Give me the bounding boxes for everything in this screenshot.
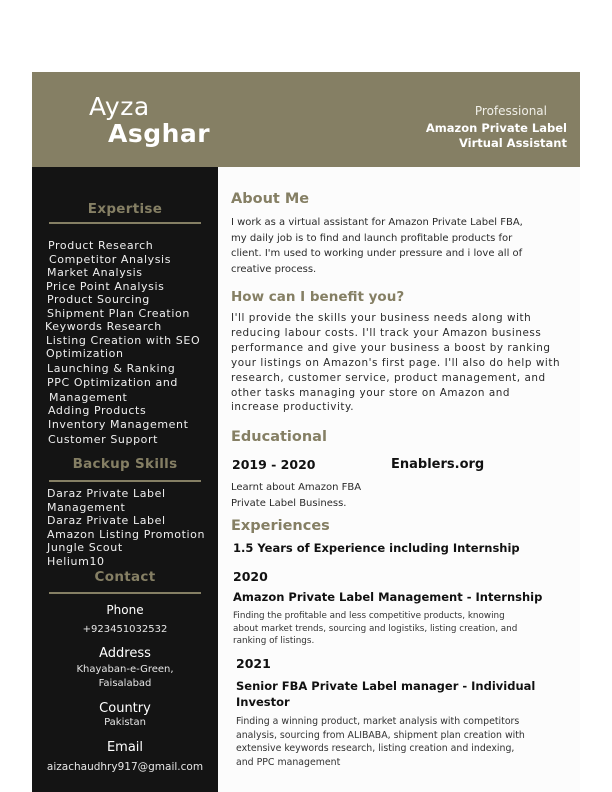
last-name: Asghar	[108, 119, 211, 148]
benefit-text	[231, 311, 560, 415]
experience-summary: 1.5 Years of Experience including Internship	[233, 541, 520, 555]
backup-skills-heading: Backup Skills	[72, 456, 178, 472]
phone-value[interactable]: +923451032532	[82, 624, 168, 635]
job-description	[236, 715, 525, 769]
job-desc-line: Finding a winning product, market analysis with competitors	[236, 716, 520, 727]
job-title: Senior FBA Private Label manager - Individual	[236, 679, 536, 693]
first-name: Ayza	[89, 92, 150, 121]
address-label: Address	[99, 646, 151, 661]
education-heading: Educational	[231, 429, 327, 445]
education-desc	[231, 480, 361, 511]
education-institution: Enablers.org	[391, 457, 485, 472]
expertise-heading: Expertise	[87, 201, 163, 217]
job-desc-line: about market trends, sourcing and logistiks, listing creation, and	[233, 623, 518, 634]
backup-skills-list	[47, 487, 205, 568]
country-label: Country	[99, 701, 151, 716]
experience-heading: Experiences	[231, 518, 330, 534]
benefit-line: reducing labour costs. I'll track your Amazon business	[231, 326, 542, 339]
expertise-item: Customer Support	[48, 433, 159, 446]
education-desc-line: Private Label Business.	[231, 497, 347, 509]
expertise-item: Launching & Ranking	[47, 361, 176, 375]
title-line-2: Virtual Assistant	[458, 136, 567, 150]
about-line: my daily job is to find and launch profitable products for	[231, 232, 513, 244]
about-heading: About Me	[231, 191, 310, 207]
header-band	[32, 72, 580, 167]
job-desc-line: Finding the profitable and less competitive products, knowing	[233, 611, 505, 621]
backup-skill-item: Management	[47, 500, 126, 514]
expertise-item: Price Point Analysis	[46, 279, 165, 293]
expertise-divider	[49, 222, 201, 224]
job-desc-line: ranking of listings.	[233, 636, 315, 646]
education-desc-line: Learnt about Amazon FBA	[231, 482, 362, 493]
job-description	[233, 610, 517, 648]
job-year: 2021	[236, 656, 271, 671]
benefit-line: I'll provide the skills your business needs along with	[231, 312, 532, 324]
about-line: creative process.	[231, 263, 317, 275]
job-desc-line: analysis, sourcing from ALIBABA, shipment plan creation with	[236, 729, 525, 741]
expertise-item: Keywords Research	[45, 320, 162, 333]
expertise-list	[47, 239, 200, 447]
backup-skill-item: Jungle Scout	[47, 541, 123, 554]
about-line: I work as a virtual assistant for Amazon Private Label FBA,	[231, 217, 523, 228]
backup-skill-item: Amazon Listing Promotion	[47, 527, 206, 541]
expertise-item: Optimization	[46, 347, 124, 360]
job-year: 2020	[233, 569, 268, 584]
address-line-2: Faisalabad	[98, 678, 152, 689]
expertise-item: Product Research	[48, 239, 154, 252]
title-line-1: Amazon Private Label	[425, 121, 567, 135]
phone-label: Phone	[106, 603, 144, 617]
backup-skill-item: Daraz Private Label	[47, 487, 166, 500]
contact-heading: Contact	[94, 569, 156, 585]
expertise-item: Adding Products	[48, 404, 147, 417]
expertise-item: Competitor Analysis	[49, 252, 172, 266]
email-label: Email	[106, 740, 144, 755]
backup-skill-item: Daraz Private Label	[47, 514, 166, 527]
benefit-line: research, customer service, product management, and	[231, 371, 546, 384]
about-line: client. I'm used to working under pressure and i love all of	[231, 248, 523, 259]
benefit-heading: How can I benefit you?	[231, 289, 405, 305]
benefit-line: other tasks managing your store on Amazon and	[231, 386, 511, 399]
email-value[interactable]: aizachaudhry917@gmail.com	[46, 761, 204, 773]
education-years: 2019 - 2020	[232, 457, 316, 472]
expertise-item: Shipment Plan Creation	[47, 306, 190, 320]
backup-skills-divider	[49, 480, 201, 482]
country-value: Pakistan	[104, 717, 146, 728]
backup-skill-item: Helium10	[47, 554, 105, 568]
expertise-item: Market Analysis	[47, 266, 143, 279]
expertise-item: PPC Optimization and	[47, 376, 179, 389]
expertise-item: Management	[49, 390, 128, 404]
job-desc-line: and PPC management	[236, 756, 341, 768]
benefit-line: increase productivity.	[231, 401, 355, 414]
expertise-item: Inventory Management	[48, 417, 189, 431]
job-desc-line: extensive keywords research, listing creation and indexing,	[236, 743, 515, 754]
benefit-line: your listings on Amazon's first page. I'll also do help with	[231, 356, 561, 369]
benefit-line: performance and give your business a boost by ranking	[231, 341, 551, 354]
expertise-item: Product Sourcing	[47, 293, 150, 306]
job-title-block	[426, 104, 567, 151]
about-text	[231, 215, 523, 277]
title-prefix: Professional	[474, 104, 547, 118]
job-title: Amazon Private Label Management - Internship	[233, 590, 543, 604]
sidebar	[32, 167, 218, 792]
contact-divider	[49, 592, 201, 594]
job-title-cont: Investor	[236, 695, 290, 709]
expertise-item: Listing Creation with SEO	[46, 333, 201, 347]
address-line-1: Khayaban-e-Green,	[76, 664, 174, 675]
main-content	[218, 167, 580, 792]
